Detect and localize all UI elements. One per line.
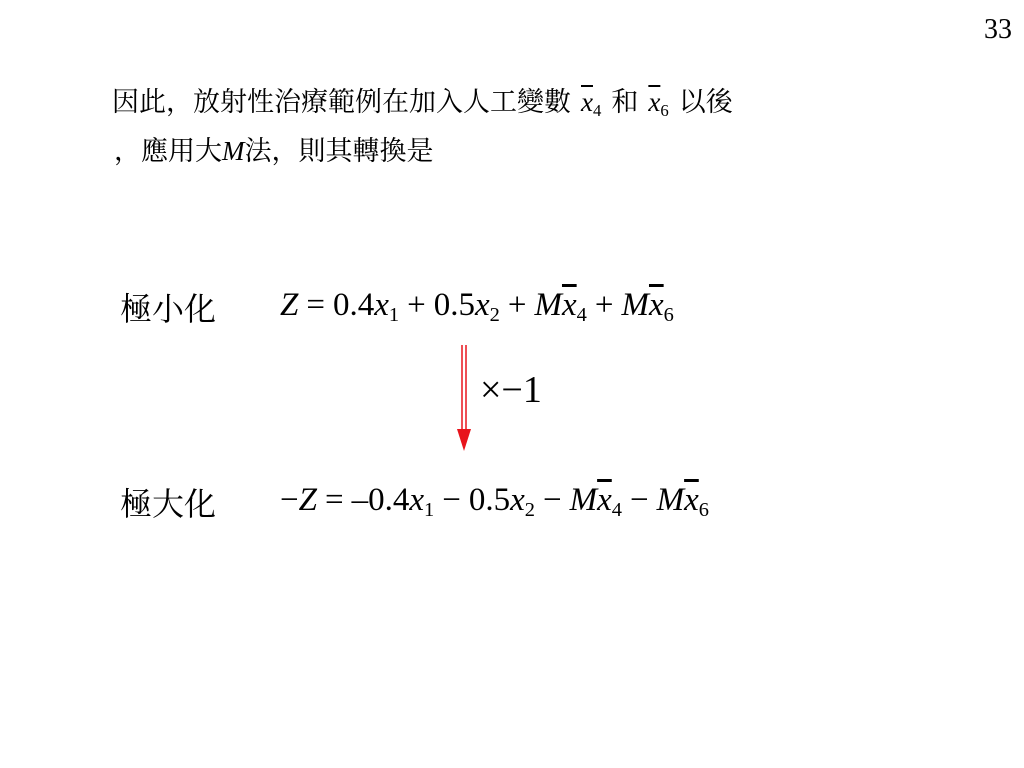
intro-text [112, 82, 932, 172]
maximize-equation: $-Z = -0.4x_1 - 0.5x_2 - M\overline{x}_4 - M\overline{x}_6$ [280, 481, 709, 522]
intro-line2-b: 法，則其轉換是 [244, 136, 434, 168]
minimize-row [120, 282, 674, 332]
minimize-equation: $Z = 0.4x_1 + 0.5x_2 + M\overline{x}_4 + M\overline{x}_6$ [280, 286, 674, 327]
var-x4-bar: $\overline{x}_4$ [581, 87, 602, 121]
intro-line2-a: ，應用大 [114, 136, 222, 168]
maximize-label: 極大化 [120, 485, 217, 523]
intro-and: 和 [611, 87, 639, 118]
transform-arrow [452, 345, 476, 453]
var-x6-bar: $\overline{x}_6$ [648, 87, 669, 121]
big-m: M [222, 136, 245, 167]
multiplier: ×−1 [480, 369, 542, 411]
intro-part2: 以後 [678, 87, 733, 118]
maximize-row [120, 477, 709, 527]
page-number: 33 [984, 14, 1012, 45]
minimize-label: 極小化 [120, 290, 217, 328]
intro-part1: 因此，放射性治療範例在加入人工變數 [112, 87, 571, 118]
